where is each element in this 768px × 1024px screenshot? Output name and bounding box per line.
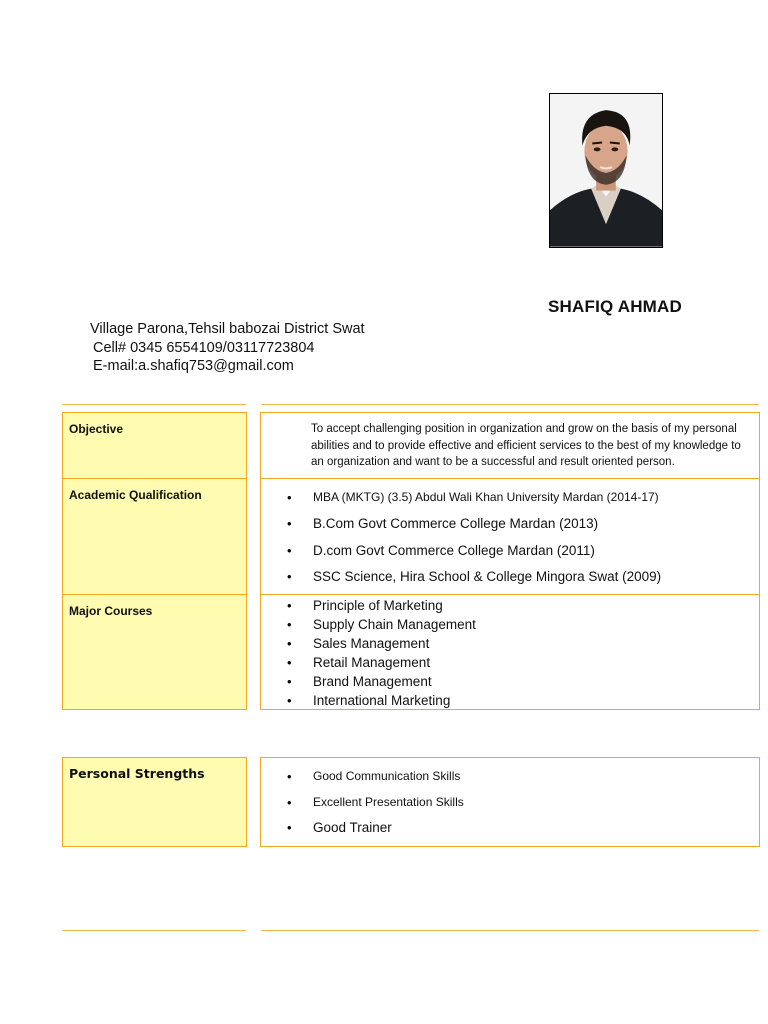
profile-photo <box>549 93 663 248</box>
course-item: • Sales Management <box>287 634 755 653</box>
courses-label-cell <box>62 594 247 710</box>
objective-label: Objective <box>69 422 124 436</box>
academic-label-cell <box>62 478 247 595</box>
courses-list <box>287 596 755 710</box>
divider-left-top <box>62 404 246 405</box>
courses-content-cell <box>260 594 760 710</box>
academic-content-cell <box>260 478 760 595</box>
divider-left-bottom <box>62 930 246 931</box>
applicant-name: SHAFIQ AHMAD <box>548 297 682 316</box>
objective-text: To accept challenging position in organization and grow on the basis of my personal abilities and to provide effective and efficient services to the best of my knowledge to an organization and want to be a successful and result oriented person. <box>311 423 741 468</box>
cell-line: Cell# 0345 6554109/03117723804 <box>93 339 315 356</box>
strengths-list <box>287 769 755 846</box>
course-item: • International Marketing <box>287 691 755 710</box>
strength-item: • Excellent Presentation Skills <box>287 795 755 820</box>
strengths-label: Personal Strengths <box>69 766 205 781</box>
academic-item: • SSC Science, Hira School & College Mingora Swat (2009) <box>287 569 755 595</box>
academic-list <box>287 490 755 595</box>
email-line: E-mail:a.shafiq753@gmail.com <box>93 358 294 374</box>
objective-content-cell <box>260 412 760 479</box>
academic-label: Academic Qualification <box>69 488 202 502</box>
academic-item: • B.Com Govt Commerce College Mardan (2013) <box>287 516 755 543</box>
strengths-content-cell <box>260 757 760 847</box>
course-item: • Brand Management <box>287 672 755 691</box>
course-item: • Retail Management <box>287 653 755 672</box>
strengths-label-cell <box>62 757 247 847</box>
divider-right-top <box>261 404 759 405</box>
courses-label: Major Courses <box>69 604 153 618</box>
course-item: • Principle of Marketing <box>287 596 755 615</box>
address-line: Village Parona,Tehsil babozai District Swat <box>90 321 365 337</box>
contact-info <box>90 320 365 376</box>
objective-label-cell <box>62 412 247 479</box>
course-item: • Supply Chain Management <box>287 615 755 634</box>
strength-item: • Good Communication Skills <box>287 769 755 795</box>
person-photo-icon <box>550 94 662 247</box>
divider-right-bottom <box>261 930 759 931</box>
strength-item: • Good Trainer <box>287 820 755 846</box>
academic-item: • D.com Govt Commerce College Mardan (2011) <box>287 543 755 569</box>
academic-item: • MBA (MKTG) (3.5) Abdul Wali Khan University Mardan (2014-17) <box>287 490 755 516</box>
